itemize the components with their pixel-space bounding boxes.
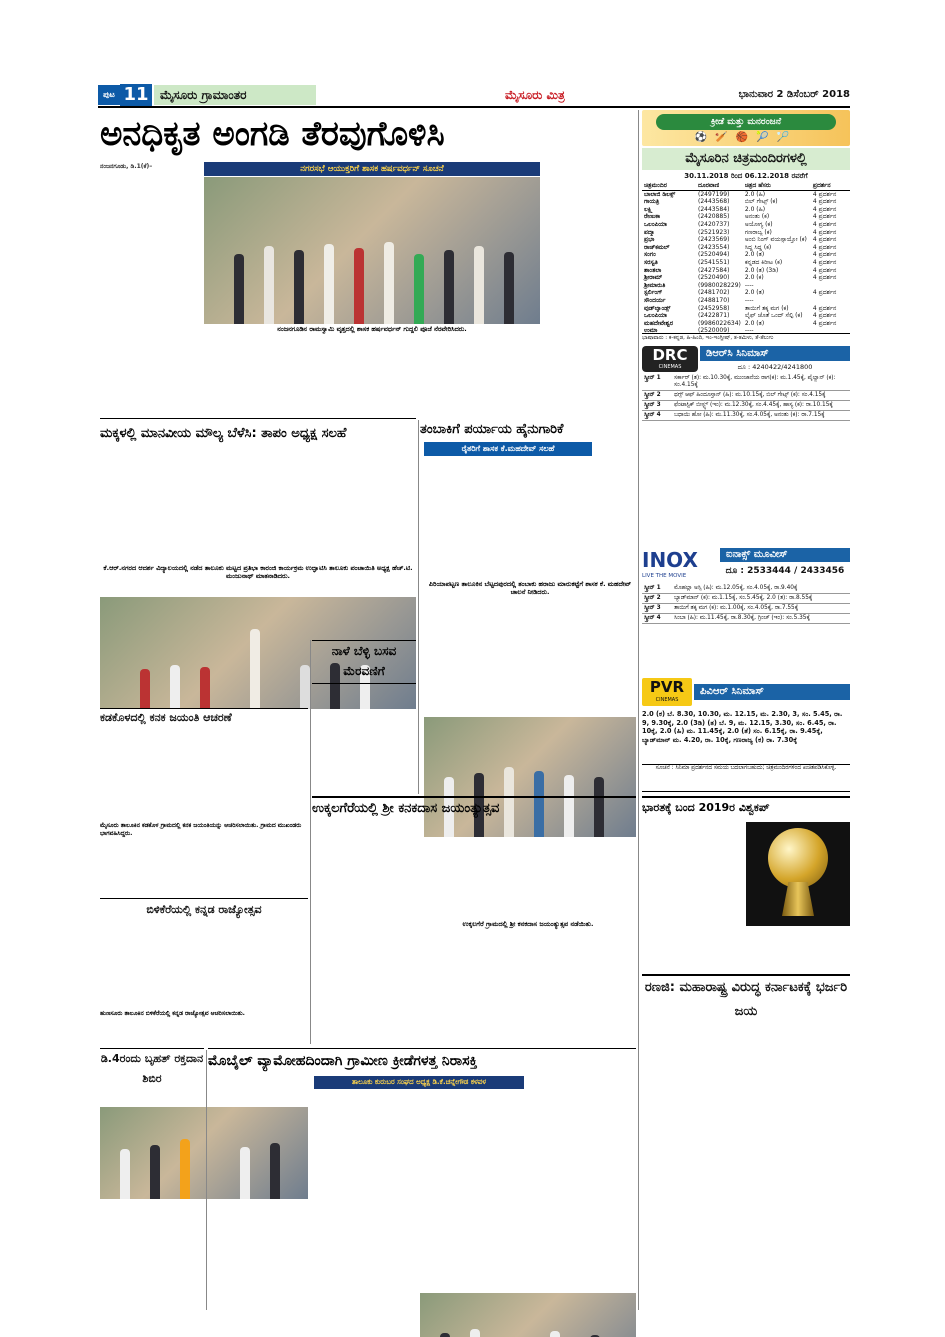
cinema-row-cell: 4 ಪ್ರದರ್ಶನ: [812, 304, 837, 312]
cinema-row-cell: (2452958): [698, 304, 730, 312]
cinema-title: ಮೈಸೂರಿನ ಚಿತ್ರಮಂದಿರಗಳಲ್ಲಿ: [642, 148, 850, 170]
cinema-row: [642, 289, 850, 297]
cinema-row-cell: ಒಲಂಪಿಯಾ: [644, 220, 667, 228]
divider-values: [100, 418, 416, 419]
inox-row-cell: ಮೊಹಲ್ಲಾ ಅಸ್ಸಿ (ಹಿ): ಮ.12.05ಕ್ಕೆ, ಸಂ.4.05ಕ್ಕೆ, ರಾ.9.40ಕ್ಕೆ: [672, 584, 850, 594]
cinema-row: [642, 229, 850, 237]
kanaka-caption: ಮೈಸೂರು ತಾಲೂಕಿನ ಕಡಕೊಳ ಗ್ರಾಮದಲ್ಲಿ ಕನಕ ಜಯಂತಿಯನ್ನು ಆಚರಿಸಲಾಯಿತು. ಗ್ರಾಮದ ಮುಖಂಡರು ಭಾಗವಹಿಸಿದ್ದರು.: [100, 822, 302, 838]
cinema-row-cell: 4 ಪ್ರದರ್ಶನ: [812, 319, 837, 327]
cinema-row-cell: ಶ್ರೀರಾಮ್: [644, 274, 663, 282]
cinema-row-cell: (2423569): [698, 236, 730, 244]
lead-body-col2: [204, 336, 314, 416]
tobacco-body-col1: [424, 602, 528, 792]
inox-row-cell: ಸ್ಕ್ರೀನ್ 4: [642, 614, 672, 624]
cinema-row: [642, 282, 850, 290]
cinema-row-cell: ----: [744, 327, 754, 335]
inox-row: [642, 604, 850, 614]
cinema-row-cell: 4 ಪ್ರದರ್ಶನ: [812, 312, 837, 320]
col-shows: ಪ್ರದರ್ಶನ: [812, 182, 831, 189]
cinema-row-cell: ಅಯೋಗ್ಯ (ಕ): [744, 220, 773, 228]
banner-title: ಕ್ರೀಡೆ ಮತ್ತು ಮನರಂಜನೆ: [656, 114, 836, 130]
cinema-row-cell: ಅಂಬಿ ನಿಂಗ್ ವಯಸ್ಸಾಯ್ತೋ (ಕ): [744, 236, 807, 244]
kanaka-headline: ಕಡಕೊಳದಲ್ಲಿ ಕನಕ ಜಯಂತಿ ಆಚರಣೆ: [100, 708, 308, 726]
cinema-row-cell: (2488170): [698, 296, 730, 304]
lead-dateline: ನಂಜನಗೂಡು, ಡಿ.1(ಕೆ)–: [100, 163, 153, 170]
inox-table: [642, 584, 850, 624]
ukkalagere-caption: ಉಕ್ಕಲಗೆರೆ ಗ್ರಾಮದಲ್ಲಿ ಶ್ರೀ ಕನಕದಾಸ ಜಯಂತ್ಯುತ್ಸವ ನಡೆಯಿತು.: [462, 920, 594, 928]
cinema-row-cell: ಸರಸ್ವತಿ: [644, 258, 658, 266]
cinema-row: [642, 190, 850, 198]
cinema-row-cell: ಅನಂತು (ಕ): [744, 213, 770, 221]
ranji-headline: ರಣಜಿ: ಮಹಾರಾಷ್ಟ್ರ ವಿರುದ್ಧ ಕರ್ನಾಟಕಕ್ಕೆ ಭರ್ಜರಿ ಜಯ: [642, 974, 850, 1026]
drc-phone: ದೂ : 4240422/4241800: [737, 363, 813, 371]
drc-logo-sub: CINEMAS: [658, 364, 682, 370]
ukkalagere-body-left: [312, 822, 416, 1046]
mobile-body-col4: [528, 1076, 636, 1310]
cinema-row-cell: ಪದ್ಮಾ: [644, 228, 655, 236]
inox-row-cell: ಸ್ಕ್ರೀನ್ 3: [642, 604, 672, 614]
pvr-logo-text: PVR: [649, 678, 685, 696]
drc-row-cell: ಸ್ಕ್ರೀನ್ 1: [642, 374, 672, 391]
values-headline: ಮಕ್ಕಳಲ್ಲಿ ಮಾನವೀಯ ಮೌಲ್ಯ ಬೆಳೆಸಿ: ತಾಪಂ ಅಧ್ಯಕ್ಷ ಸಲಹೆ: [100, 426, 347, 441]
cinema-row-cell: 2.0 (ಹಿ): [744, 205, 766, 213]
cinema-row-cell: (9980028229): [698, 281, 741, 289]
sports-entertainment-banner: [642, 110, 850, 146]
date-line: ಭಾನುವಾರ 2 ಡಿಸೆಂಬರ್ 2018: [738, 89, 850, 100]
drc-row-cell: ಸ್ಕ್ರೀನ್ 3: [642, 401, 672, 411]
cinema-row-cell: 4 ಪ್ರದರ್ಶನ: [812, 190, 837, 198]
col-theatre: ಚಿತ್ರಮಂದಿರ: [644, 182, 667, 189]
cinema-row-cell: 4 ಪ್ರದರ್ಶನ: [812, 205, 837, 213]
cinema-row-cell: 4 ಪ್ರದರ್ಶನ: [812, 213, 837, 221]
cinema-row: [642, 206, 850, 214]
cinema-row: [642, 198, 850, 206]
paper-name: ಮೈಸೂರು ಮಿತ್ರ: [505, 88, 565, 102]
cinema-row-cell: (2520490): [698, 274, 730, 282]
cinema-row-cell: 4 ಪ್ರದರ್ಶನ: [812, 251, 837, 259]
cinema-row-cell: 2.0 (ತ): [744, 319, 765, 327]
cinema-row-cell: ಶ್ರೀಮಾರುತಿ: [644, 281, 666, 289]
cinema-row-cell: ಲಕ್ಷ್ಮಿ: [644, 205, 653, 213]
tobacco-body-col2: [532, 602, 636, 792]
sports-figures-icon: ⚽🏏🏀🎾🏸: [694, 132, 798, 143]
cinema-table: [642, 182, 850, 335]
worldcup-body-col2: [746, 930, 850, 972]
cinema-row-cell: (2497199): [698, 190, 730, 198]
cinema-row-cell: ರಾಜ್‌ಕಮಲ್: [644, 243, 670, 251]
drc-logo-text: DRC: [652, 346, 688, 364]
drc-row-cell: ಥಗ್ಸ್ ಆಫ್ ಹಿಂದೂಸ್ತಾನ್ (ಹಿ): ಮ.10.15ಕ್ಕೆ, ಬಿಲ್ ಗೇಟ್ಸ್ (ಕ): ಸಂ.4.15ಕ್ಕೆ: [672, 391, 850, 401]
drc-row-cell: ಸ್ಕ್ರೀನ್ 2: [642, 391, 672, 401]
lead-subhead: ನಗರಸಭೆ ಆಯುಕ್ತರಿಗೆ ಶಾಸಕ ಹರ್ಷವರ್ಧನ್ ಸೂಚನೆ: [204, 162, 540, 176]
mobile-subhead: ತಾಲೂಕು ಕುರುಬರ ಸಂಘದ ಅಧ್ಯಕ್ಷ ಡಿ.ಕೆ.ಚನ್ನೇಗೌಡ ಕಳವಳ: [314, 1076, 524, 1089]
cinema-row: [642, 297, 850, 305]
cinema-row-cell: ಸೌಂದರ್ಯ: [644, 296, 666, 304]
inox-row-cell: ಸ್ಕ್ರೀನ್ 2: [642, 594, 672, 604]
lead-body-col4: [432, 336, 540, 416]
pvr-body: 2.0 (ಕ) ಬೆ. 8.30, 10.30, ಮ. 12.15, ಮ. 2.30, 3, ಸಂ. 5.45, ರಾ. 9, 9.30ಕ್ಕೆ, 2.0 (3ಡಿ) (ತ) ಬೆ. 9, ಮ. 12.15, 3.30, ಸಂ. 6.45, ರಾ. 10ಕ್ಕೆ, 2.0 (ಹಿ) ಮ. 11.45ಕ್ಕೆ, 2.0 (ತೆ) ಸಂ. 6.15ಕ್ಕೆ, ರಾ. 9.45ಕ್ಕೆ, ಬ್ಯಾಡ್‌ಮಾನ್ ಮ. 4.20, ರಾ. 10ಕ್ಕೆ, ಗಣರಾಜ್ಯ (ಕ) ರಾ. 7.30ಕ್ಕೆ: [642, 710, 843, 744]
values-body-col3: [312, 584, 416, 640]
drc-row-cell: ಫೆಂಟಾಸ್ಟಿಕ್ ಬೀಸ್ಟ್ಸ್ (ಇಂ): ಮ.12.30ಕ್ಕೆ, ಸಂ.4.45ಕ್ಕೆ, ಹಾಸ್ಯ (ಕ): ರಾ.10.15ಕ್ಕೆ: [672, 401, 850, 411]
cinema-row-cell: ಸಂಗಂ: [644, 251, 656, 259]
inox-logo-text: INOX: [642, 548, 698, 572]
cinema-row-cell: ಬಿಲ್ ಗೇಟ್ಸ್ (ಕ): [744, 198, 778, 206]
cinema-row-cell: 2.0 (ತ): [744, 251, 765, 259]
cinema-table-header: [642, 182, 850, 190]
worldcup-headline: ಭಾರತಕ್ಕೆ ಬಂದ 2019ರ ವಿಶ್ವಕಪ್: [642, 796, 850, 816]
column-rule: [418, 420, 419, 794]
rajyotsava-caption: ಹುಣಸೂರು ತಾಲೂಕಿನ ಬಿಳಿಕೆರೆಯಲ್ಲಿ ಕನ್ನಡ ರಾಜ್ಯೋತ್ಸವ ಆಚರಿಸಲಾಯಿತು.: [100, 1010, 245, 1017]
cinema-row-cell: (2420885): [698, 213, 730, 221]
cinema-row-cell: ----: [744, 281, 754, 289]
cinema-row-cell: [811, 282, 850, 290]
page-number: 11: [120, 84, 152, 106]
cinema-row-cell: (2541551): [698, 258, 730, 266]
trophy-stem-icon: [782, 882, 814, 916]
cinema-row-cell: 4 ಪ್ರದರ್ಶನ: [812, 228, 837, 236]
lead-photo: [204, 177, 540, 324]
cinema-row-cell: [811, 297, 850, 305]
cinema-row-cell: 4 ಪ್ರದರ್ಶನ: [812, 198, 837, 206]
lead-body-col5: [544, 163, 640, 415]
blood-body-col2: [146, 1174, 204, 1310]
lead-body-col1: [100, 163, 198, 415]
cinema-row-cell: ವುಡ್‌ಲ್ಯಾಂಡ್ಸ್: [644, 304, 671, 312]
cinema-row: [642, 236, 850, 244]
cinema-row: [642, 312, 850, 320]
cinema-row: [642, 221, 850, 229]
cinema-note: ಭಾಷಾವಾರು : ಕ-ಕನ್ನಡ, ಹಿ-ಹಿಂದಿ, ಇಂ-ಇಂಗ್ಲೀಷ್, ತ-ತಮಿಳು, ತೆ-ತೆಲುಗು: [642, 333, 850, 342]
naale-headline: ನಾಳೆ ಬೆಳ್ಳಿ ಬಸವ ಮೆರವಣಿಗೆ: [312, 640, 416, 684]
cinema-row-cell: (2423554): [698, 243, 730, 251]
cinema-row-cell: ಮಹದೇವೇಶ್ವರ: [644, 319, 674, 327]
cinema-row-cell: (2427584): [698, 266, 730, 274]
page-label: ಪುಟ: [98, 85, 120, 105]
inox-row-cell: ತಾಯಿಗೆ ತಕ್ಕ ಮಗ (ಕ): ಮ.1.00ಕ್ಕೆ, ಸಂ.4.05ಕ್ಕೆ, ರಾ.7.55ಕ್ಕೆ: [672, 604, 850, 614]
inox-row-cell: ಸ್ಕ್ರೀನ್ 1: [642, 584, 672, 594]
cinema-row-cell: (2520494): [698, 251, 730, 259]
cinema-row: [642, 259, 850, 267]
inox-row-cell: ಬ್ಯಾಡ್‌ಮಾನ್ (ಕ): ಮ.1.15ಕ್ಕೆ, ಸಂ.5.45ಕ್ಕೆ, 2.0 (ತ): ರಾ.8.55ಕ್ಕೆ: [672, 594, 850, 604]
cinema-row-cell: (2443568): [698, 198, 730, 206]
column-rule: [310, 640, 311, 1044]
cinema-row-cell: ಉಮಾ: [644, 327, 658, 335]
lead-headline: ಅನಧಿಕೃತ ಅಂಗಡಿ ತೆರವುಗೊಳಿಸಿ: [100, 114, 445, 154]
tobacco-caption: ಪಿರಿಯಾಪಟ್ಟಣ ತಾಲೂಕಿನ ಬೆಟ್ಟದಪುರದಲ್ಲಿ ತಂಬಾಕು ಹರಾಜು ಮಾರುಕಟ್ಟೆಗೆ ಶಾಸಕ ಕೆ. ಮಹದೇವ್ ಚಾಲನೆ ನೀಡಿದರು.: [428, 580, 632, 596]
pvr-note: ಸೂಚನೆ : ಸಿನಿಮಾ ಪ್ರದರ್ಶನದ ಸಮಯ ಬದಲಾಗಬಹುದು; ಚಿತ್ರಮಂದಿರಗಳಿಂದ ಖಚಿತಪಡಿಸಿಕೊಳ್ಳಿ.: [642, 764, 850, 792]
col-phone: ದೂರವಾಣಿ: [698, 182, 720, 189]
worldcup-trophy-photo: [746, 822, 850, 926]
cinema-row: [642, 267, 850, 275]
naale-body-col1: [312, 688, 416, 792]
drc-row-cell: ಸರ್ಕಾರ್ (ತ): ಮ.10.30ಕ್ಕೆ, ಮುಂಜಾನೆಯ ರಾಗ(ಕ): ಮ.1.45ಕ್ಕೆ, ಪೈಲ್ವಾನ್ (ಕ): ಸಂ.4.15ಕ್ಕೆ: [672, 374, 850, 391]
section-name: ಮೈಸೂರು ಗ್ರಾಮಾಂತರ: [154, 85, 316, 105]
values-body-col2: [206, 584, 308, 704]
mobile-body-col1: [208, 1076, 310, 1310]
col-film: ಚಿತ್ರದ ಹೆಸರು: [744, 182, 771, 189]
cinema-row: [642, 320, 850, 328]
cinema-row: [642, 305, 850, 313]
drc-row-cell: ಬಧಾಯಿ ಹೋ (ಹಿ): ಮ.11.30ಕ್ಕೆ, ಸಂ.4.05ಕ್ಕೆ, ಅನಂತು (ಕ): ರಾ.7.15ಕ್ಕೆ: [672, 411, 850, 421]
cinema-row: [642, 274, 850, 282]
pvr-logo: [642, 678, 692, 706]
cinema-row: [642, 244, 850, 252]
drc-logo: [642, 346, 698, 372]
values-body-col1: [100, 584, 202, 704]
cinema-row-cell: 2.0 (ತ): [744, 289, 765, 297]
cinema-row-cell: 4 ಪ್ರದರ್ಶನ: [812, 258, 837, 266]
ranji-body: [642, 1156, 850, 1310]
cinema-row-cell: 4 ಪ್ರದರ್ಶನ: [812, 266, 837, 274]
drc-table: [642, 374, 850, 421]
cinema-row-cell: ಪ್ರಭಾ: [644, 236, 655, 244]
cinema-row-cell: 2.0 (ಹಿ): [744, 190, 766, 198]
mobile-body-col2: [314, 1226, 416, 1310]
cinema-row-cell: (2420737): [698, 220, 730, 228]
worldcup-body-col1: [642, 820, 742, 972]
drc-row: [642, 411, 850, 421]
inox-row: [642, 594, 850, 604]
cinema-row-cell: ಗಣರಾಜ್ಯ (ಕ): [744, 228, 772, 236]
drc-row-cell: ಸ್ಕ್ರೀನ್ 4: [642, 411, 672, 421]
cinema-row-cell: 2.0 (ಕ): [744, 274, 764, 282]
cinema-row-cell: (2521923): [698, 228, 730, 236]
cinema-row: [642, 213, 850, 221]
cinema-row-cell: (9986022634): [698, 319, 741, 327]
lead-body-col3: [318, 336, 428, 416]
cinema-row-cell: (2520009): [698, 327, 730, 335]
cinema-row-cell: ಗಾಯತ್ರಿ: [644, 198, 660, 206]
rajyotsava-headline: ಬಿಳಿಕೆರೆಯಲ್ಲಿ ಕನ್ನಡ ರಾಜ್ಯೋತ್ಸವ: [100, 898, 308, 920]
inox-logo: [642, 548, 718, 582]
cinema-row-cell: ತಾಯಿಗೆ ತಕ್ಕ ಮಗ (ಕ): [744, 304, 789, 312]
cinema-row-cell: 4 ಪ್ರದರ್ಶನ: [812, 274, 837, 282]
cinema-row-cell: (2481702): [698, 289, 730, 297]
trophy-ball-icon: [768, 828, 828, 888]
cinema-row-cell: 4 ಪ್ರದರ್ಶನ: [812, 289, 837, 297]
cinema-row-cell: (2443584): [698, 205, 730, 213]
cinema-row-cell: ಬಾಲಾಜಿ ಡಿಲಕ್ಸ್: [644, 190, 676, 198]
drc-title: ಡಿಆರ್‌ಸಿ ಸಿನಿಮಾಸ್: [700, 346, 850, 361]
mobile-headline: ಮೊಬೈಲ್ ವ್ಯಾಮೋಹದಿಂದಾಗಿ ಗ್ರಾಮೀಣ ಕ್ರೀಡೆಗಳತ್ತ ನಿರಾಸಕ್ತಿ: [208, 1048, 636, 1072]
cinema-row-cell: (2422871): [698, 312, 730, 320]
inox-row-cell: ಸಿಂಬಾ (ಹಿ): ಮ.11.45ಕ್ಕೆ, ರಾ.8.30ಕ್ಕೆ, ಗ್ರಿಂಚ್ (ಇಂ): ಸಂ.5.35ಕ್ಕೆ: [672, 614, 850, 624]
cinema-row-cell: ಸಿದ್ದ ಸಿದ್ದ (ಕ): [744, 243, 772, 251]
drc-row: [642, 401, 850, 411]
ukkalagere-body-col2: [420, 932, 524, 1046]
pvr-logo-sub: CINEMAS: [655, 697, 679, 703]
cinema-row-cell: ಸ್ಟರ್ಲಿಂಗ್: [644, 289, 663, 297]
ukkalagere-headline: ಉಕ್ಕಲಗೆರೆಯಲ್ಲಿ ಶ್ರೀ ಕನಕದಾಸ ಜಯಂತ್ಯುತ್ಸವ: [312, 796, 636, 818]
cinema-row-cell: 4 ಪ್ರದರ್ಶನ: [812, 243, 837, 251]
inox-phone: ದೂ : 2533444 / 2433456: [725, 566, 845, 576]
inox-title: ಐನಾಕ್ಸ್ ಮೂವೀಸ್: [720, 548, 850, 562]
lead-caption: ನಂಜನಗೂಡಿನ ರಾಮಸ್ವಾಮಿ ವೃತ್ತದಲ್ಲಿ ಶಾಸಕ ಹರ್ಷವರ್ಧನ್ ಗುದ್ದಲಿ ಪೂಜೆ ನೆರವೇರಿಸಿದರು.: [277, 325, 467, 333]
values-caption: ಕೆ.ಆರ್.ನಗರದ ಆದರ್ಶ ವಿದ್ಯಾಲಯದಲ್ಲಿ ನಡೆದ ತಾಲೂಕು ಮಟ್ಟದ ಪ್ರತಿಭಾ ಕಾರಂಜಿ ಕಾರ್ಯಕ್ರಮ ಉದ್ಘಾಟಿಸಿ ತಾಲೂಕು ಪಂಚಾಯಿತಿ ಅಧ್ಯಕ್ಷ ಹೆಚ್.ಟಿ. ಮಂಜುನಾಥ್ ಮಾತನಾಡಿದರು.: [103, 564, 413, 580]
cinema-row-cell: ಲೈಫ್ ಜೊತೆ ಒಂದ್ ಸೆಲ್ಫಿ (ಕ): [744, 312, 803, 320]
drc-row: [642, 391, 850, 401]
blood-headline: ಡಿ.4ರಂದು ಬೃಹತ್ ರಕ್ತದಾನ ಶಿಬಿರ: [100, 1048, 204, 1092]
drc-row: [642, 374, 850, 391]
cinema-row-cell: ಕನ್ನಡದ ಕಿರೀಟ (ಕ): [744, 258, 783, 266]
column-rule: [206, 1050, 207, 1310]
cinema-row-cell: ಒಲಂಪಿಯಾ: [644, 312, 667, 320]
cinema-row-cell: 4 ಪ್ರದರ್ಶನ: [812, 220, 837, 228]
ukkalagere-body-col3: [530, 932, 636, 1046]
masthead-rule: [98, 106, 850, 108]
tobacco-headline: ತಂಬಾಕಿಗೆ ಪರ್ಯಾಯ ಹೈನುಗಾರಿಕೆ: [420, 422, 564, 437]
column-rule: [638, 110, 639, 1310]
cinema-range: 30.11.2018 ರಿಂದ 06.12.2018 ರವರೆಗೆ: [684, 172, 808, 180]
mobile-body-col3: [420, 1226, 524, 1310]
inox-logo-sub: LIVE THE MOVIE: [642, 573, 687, 579]
cinema-row-cell: ----: [744, 296, 754, 304]
cinema-row-cell: 2.0 (ತ) (3ಡಿ): [744, 266, 779, 274]
pvr-title: ಪಿವಿಆರ್ ಸಿನಿಮಾಸ್: [694, 684, 850, 700]
inox-row: [642, 584, 850, 594]
tobacco-subhead: ರೈತರಿಗೆ ಶಾಸಕ ಕೆ.ಮಹದೇವ್ ಸಲಹೆ: [424, 442, 592, 456]
cinema-row-cell: ಶಾಂತಲಾ: [644, 266, 662, 274]
blood-body-col1: [100, 1096, 146, 1310]
cinema-row-cell: ರೇಣುಕಾ: [644, 213, 661, 221]
inox-row: [642, 614, 850, 624]
cinema-row-cell: 4 ಪ್ರದರ್ಶನ: [812, 236, 837, 244]
cinema-row: [642, 251, 850, 259]
